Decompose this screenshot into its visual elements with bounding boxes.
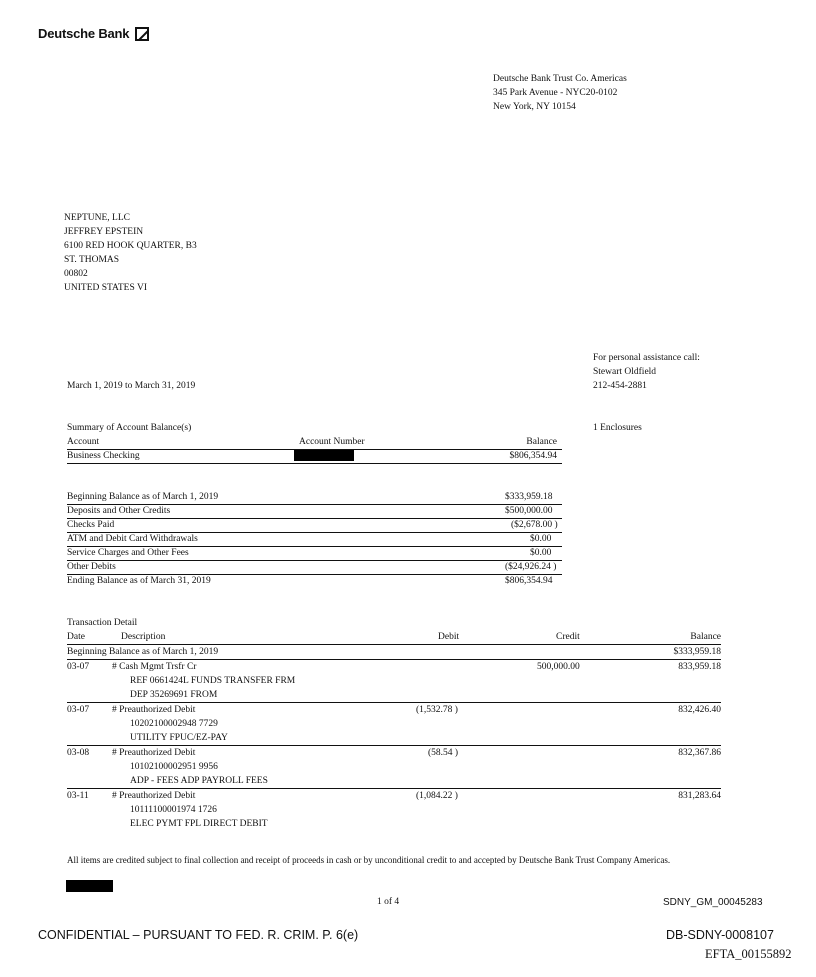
logo-text: Deutsche Bank <box>38 26 130 41</box>
header-debit: Debit <box>438 632 460 642</box>
enclosures: 1 Enclosures <box>593 423 642 433</box>
redaction-bar <box>294 450 354 461</box>
customer-address-line: UNITED STATES VI <box>64 283 147 293</box>
customer-address-line: ST. THOMAS <box>64 255 120 265</box>
balance-label: Deposits and Other Credits <box>67 506 171 516</box>
tx-debit: (58.54 ) <box>428 748 459 758</box>
page-number: 1 of 4 <box>377 897 400 907</box>
slash-square-icon <box>135 27 149 41</box>
balance-label: Service Charges and Other Fees <box>67 548 189 558</box>
balance-row <box>67 574 562 588</box>
transaction-row <box>67 660 721 703</box>
tx-description: # Cash Mgmt Trsfr Cr <box>112 662 197 672</box>
tx-balance: 833,959.18 <box>678 662 721 672</box>
balance-row <box>67 504 562 519</box>
balance-row <box>67 490 562 505</box>
summary-header-account: Account <box>67 437 100 447</box>
balance-row <box>67 518 562 533</box>
summary-header-row <box>67 435 562 450</box>
customer-address-line: 00802 <box>64 269 88 279</box>
tx-date: 03-07 <box>67 705 90 715</box>
beginning-label: Beginning Balance as of March 1, 2019 <box>67 647 219 657</box>
summary-row <box>67 449 562 464</box>
summary-balance: $806,354.94 <box>509 451 557 461</box>
balance-label: Beginning Balance as of March 1, 2019 <box>67 492 219 502</box>
deutsche-bank-logo <box>38 26 149 41</box>
balance-row <box>67 560 562 575</box>
balance-row <box>67 532 562 547</box>
summary-header-balance: Balance <box>526 437 557 447</box>
summary-header-number: Account Number <box>299 437 365 447</box>
beginning-balance: $333,959.18 <box>673 647 721 657</box>
tx-detail: 10202100002948 7729 <box>130 719 218 729</box>
bates-number: SDNY_GM_00045283 <box>663 897 763 908</box>
header-date: Date <box>67 632 85 642</box>
customer-address-line: NEPTUNE, LLC <box>64 213 130 223</box>
tx-debit: (1,084.22 ) <box>416 791 458 801</box>
tx-balance: 832,426.40 <box>678 705 721 715</box>
transaction-header-row <box>67 630 721 645</box>
transaction-row <box>67 703 721 746</box>
tx-description: # Preauthorized Debit <box>112 705 196 715</box>
balance-value: ($24,926.24 ) <box>505 562 557 572</box>
redaction-bar <box>66 880 113 892</box>
tx-detail: REF 0661424L FUNDS TRANSFER FRM <box>130 676 296 686</box>
bank-address-line: New York, NY 10154 <box>493 102 576 112</box>
tx-description: # Preauthorized Debit <box>112 748 196 758</box>
balance-label: Ending Balance as of March 31, 2019 <box>67 576 211 586</box>
header-credit: Credit <box>556 632 580 642</box>
tx-detail: DEP 35269691 FROM <box>130 690 218 700</box>
tx-detail: 10111100001974 1726 <box>130 805 217 815</box>
summary-title: Summary of Account Balance(s) <box>67 423 192 433</box>
assistance-contact <box>593 351 700 393</box>
summary-account: Business Checking <box>67 451 140 461</box>
customer-address-line: JEFFREY EPSTEIN <box>64 227 144 237</box>
tx-balance: 832,367.86 <box>678 748 721 758</box>
header-description: Description <box>121 632 166 642</box>
balance-label: Checks Paid <box>67 520 115 530</box>
statement-period: March 1, 2019 to March 31, 2019 <box>67 381 196 391</box>
bates-number: DB-SDNY-0008107 <box>666 928 774 942</box>
balance-value: $333,959.18 <box>505 492 553 502</box>
assistance-line: 212-454-2881 <box>593 381 647 391</box>
tx-date: 03-11 <box>67 791 89 801</box>
tx-detail: ADP - FEES ADP PAYROLL FEES <box>130 776 268 786</box>
bank-address <box>493 72 627 114</box>
balance-value: $806,354.94 <box>505 576 553 586</box>
confidential-notice: CONFIDENTIAL – PURSUANT TO FED. R. CRIM. P. 6(e) <box>38 928 359 942</box>
balance-value: ($2,678.00 ) <box>511 520 558 530</box>
balance-label: ATM and Debit Card Withdrawals <box>67 534 198 544</box>
beginning-balance-row <box>67 645 721 660</box>
transaction-row <box>67 789 721 831</box>
balance-value: $0.00 <box>530 534 552 544</box>
tx-detail: UTILITY FPUC/EZ-PAY <box>130 733 228 743</box>
balance-label: Other Debits <box>67 562 116 572</box>
tx-description: # Preauthorized Debit <box>112 791 196 801</box>
transaction-row <box>67 746 721 789</box>
assistance-line: Stewart Oldfield <box>593 367 657 377</box>
transaction-table <box>67 630 721 831</box>
header-balance: Balance <box>690 632 721 642</box>
tx-detail: ELEC PYMT FPL DIRECT DEBIT <box>130 819 268 829</box>
balance-value: $0.00 <box>530 548 552 558</box>
customer-address-line: 6100 RED HOOK QUARTER, B3 <box>64 241 197 251</box>
customer-address <box>64 211 197 295</box>
tx-date: 03-07 <box>67 662 90 672</box>
bates-number: EFTA_00155892 <box>705 947 792 961</box>
bank-address-line: 345 Park Avenue - NYC20-0102 <box>493 88 618 98</box>
disclaimer: All items are credited subject to final collection and receipt of proceeds in cash or by unconditional credit to and accepted by Deutsche Bank Trust Company Americas. <box>67 855 671 865</box>
tx-date: 03-08 <box>67 748 90 758</box>
tx-credit: 500,000.00 <box>537 662 580 672</box>
tx-balance: 831,283.64 <box>678 791 721 801</box>
transaction-title: Transaction Detail <box>67 618 138 628</box>
assistance-line: For personal assistance call: <box>593 353 700 363</box>
tx-detail: 10102100002951 9956 <box>130 762 218 772</box>
balance-value: $500,000.00 <box>505 506 553 516</box>
balance-row <box>67 546 562 561</box>
tx-debit: (1,532.78 ) <box>416 705 458 715</box>
bank-address-line: Deutsche Bank Trust Co. Americas <box>493 74 627 84</box>
